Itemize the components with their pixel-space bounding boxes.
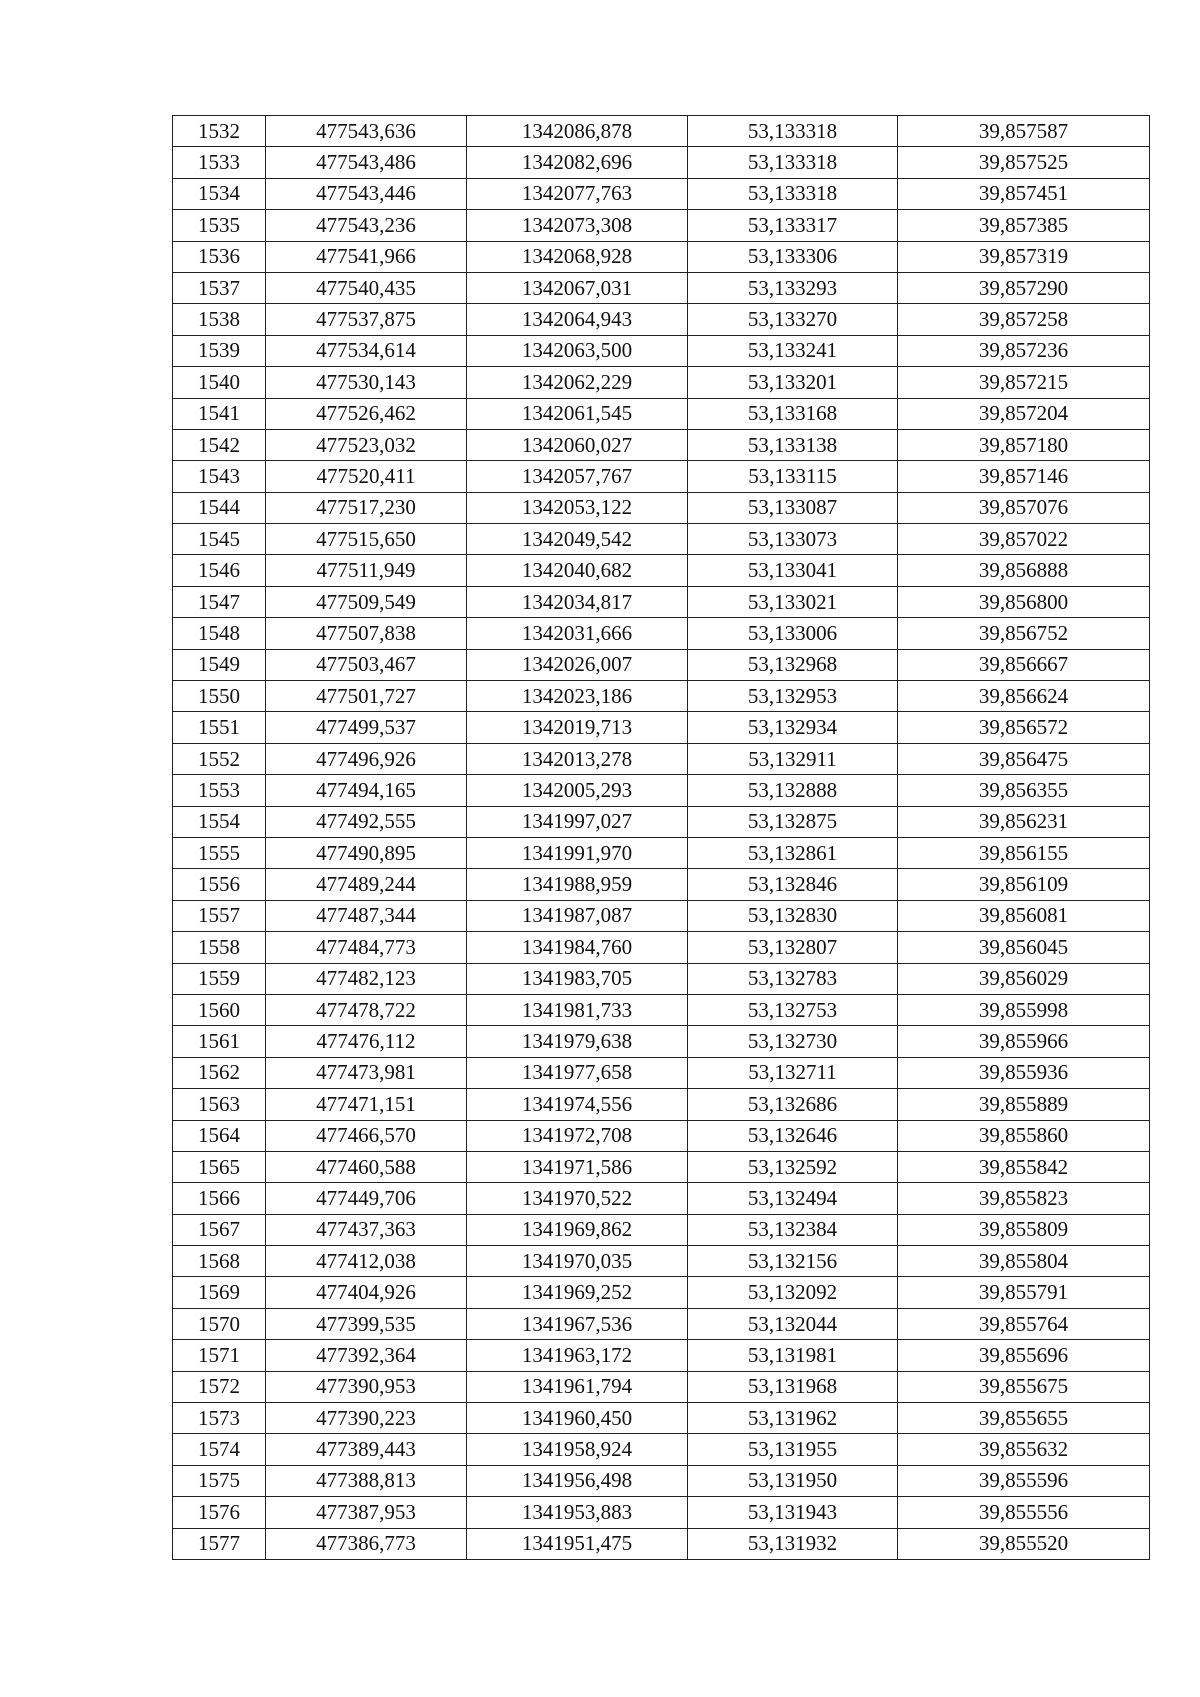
longitude-cell: 39,856572 [898,712,1150,743]
longitude-cell: 39,856081 [898,900,1150,931]
point-number-cell: 1535 [173,210,266,241]
point-number-cell: 1563 [173,1089,266,1120]
x-coordinate-cell: 477526,462 [266,398,467,429]
point-number-cell: 1544 [173,492,266,523]
latitude-cell: 53,133270 [688,304,898,335]
latitude-cell: 53,133138 [688,429,898,460]
longitude-cell: 39,855998 [898,994,1150,1025]
x-coordinate-cell: 477541,966 [266,241,467,272]
longitude-cell: 39,857451 [898,178,1150,209]
latitude-cell: 53,132830 [688,900,898,931]
longitude-cell: 39,857204 [898,398,1150,429]
y-coordinate-cell: 1341997,027 [467,806,688,837]
y-coordinate-cell: 1342013,278 [467,743,688,774]
table-row [173,524,1150,555]
longitude-cell: 39,855823 [898,1183,1150,1214]
longitude-cell: 39,857215 [898,367,1150,398]
point-number-cell: 1532 [173,116,266,147]
x-coordinate-cell: 477503,467 [266,649,467,680]
latitude-cell: 53,132783 [688,963,898,994]
table-row [173,712,1150,743]
table-row [173,1057,1150,1088]
y-coordinate-cell: 1341983,705 [467,963,688,994]
longitude-cell: 39,855696 [898,1340,1150,1371]
latitude-cell: 53,132044 [688,1308,898,1339]
longitude-cell: 39,857587 [898,116,1150,147]
latitude-cell: 53,132092 [688,1277,898,1308]
x-coordinate-cell: 477534,614 [266,335,467,366]
x-coordinate-cell: 477509,549 [266,586,467,617]
table-row [173,806,1150,837]
latitude-cell: 53,132968 [688,649,898,680]
table-row [173,1214,1150,1245]
latitude-cell: 53,131968 [688,1371,898,1402]
longitude-cell: 39,856752 [898,618,1150,649]
longitude-cell: 39,855809 [898,1214,1150,1245]
y-coordinate-cell: 1341969,252 [467,1277,688,1308]
x-coordinate-cell: 477390,953 [266,1371,467,1402]
latitude-cell: 53,133006 [688,618,898,649]
point-number-cell: 1552 [173,743,266,774]
x-coordinate-cell: 477494,165 [266,775,467,806]
latitude-cell: 53,132953 [688,681,898,712]
point-number-cell: 1539 [173,335,266,366]
x-coordinate-cell: 477482,123 [266,963,467,994]
latitude-cell: 53,131955 [688,1434,898,1465]
latitude-cell: 53,133115 [688,461,898,492]
y-coordinate-cell: 1341967,536 [467,1308,688,1339]
point-number-cell: 1569 [173,1277,266,1308]
table-row [173,837,1150,868]
y-coordinate-cell: 1341960,450 [467,1403,688,1434]
latitude-cell: 53,132753 [688,994,898,1025]
table-row [173,272,1150,303]
latitude-cell: 53,133021 [688,586,898,617]
x-coordinate-cell: 477478,722 [266,994,467,1025]
x-coordinate-cell: 477387,953 [266,1497,467,1528]
x-coordinate-cell: 477484,773 [266,932,467,963]
latitude-cell: 53,132730 [688,1026,898,1057]
y-coordinate-cell: 1342067,031 [467,272,688,303]
point-number-cell: 1557 [173,900,266,931]
point-number-cell: 1572 [173,1371,266,1402]
x-coordinate-cell: 477386,773 [266,1528,467,1559]
longitude-cell: 39,855860 [898,1120,1150,1151]
longitude-cell: 39,856475 [898,743,1150,774]
table-row [173,492,1150,523]
point-number-cell: 1541 [173,398,266,429]
latitude-cell: 53,132934 [688,712,898,743]
table-row [173,775,1150,806]
longitude-cell: 39,857022 [898,524,1150,555]
point-number-cell: 1554 [173,806,266,837]
table-row [173,147,1150,178]
latitude-cell: 53,133087 [688,492,898,523]
table-row [173,1183,1150,1214]
x-coordinate-cell: 477517,230 [266,492,467,523]
point-number-cell: 1570 [173,1308,266,1339]
x-coordinate-cell: 477412,038 [266,1246,467,1277]
longitude-cell: 39,856667 [898,649,1150,680]
longitude-cell: 39,856155 [898,837,1150,868]
x-coordinate-cell: 477520,411 [266,461,467,492]
longitude-cell: 39,855596 [898,1465,1150,1496]
point-number-cell: 1551 [173,712,266,743]
y-coordinate-cell: 1342057,767 [467,461,688,492]
y-coordinate-cell: 1341970,522 [467,1183,688,1214]
point-number-cell: 1566 [173,1183,266,1214]
latitude-cell: 53,131943 [688,1497,898,1528]
x-coordinate-cell: 477507,838 [266,618,467,649]
latitude-cell: 53,131962 [688,1403,898,1434]
x-coordinate-cell: 477466,570 [266,1120,467,1151]
table-row [173,1528,1150,1559]
longitude-cell: 39,857290 [898,272,1150,303]
point-number-cell: 1534 [173,178,266,209]
x-coordinate-cell: 477540,435 [266,272,467,303]
y-coordinate-cell: 1342005,293 [467,775,688,806]
y-coordinate-cell: 1341961,794 [467,1371,688,1402]
table-row [173,1246,1150,1277]
latitude-cell: 53,133318 [688,178,898,209]
point-number-cell: 1547 [173,586,266,617]
latitude-cell: 53,133073 [688,524,898,555]
y-coordinate-cell: 1342026,007 [467,649,688,680]
longitude-cell: 39,855842 [898,1151,1150,1182]
y-coordinate-cell: 1341956,498 [467,1465,688,1496]
point-number-cell: 1561 [173,1026,266,1057]
latitude-cell: 53,132686 [688,1089,898,1120]
table-row [173,1308,1150,1339]
table-row [173,367,1150,398]
coordinates-table-body [173,116,1150,1560]
coordinates-table [172,115,1150,1560]
longitude-cell: 39,855936 [898,1057,1150,1088]
point-number-cell: 1571 [173,1340,266,1371]
table-row [173,429,1150,460]
latitude-cell: 53,132494 [688,1183,898,1214]
point-number-cell: 1537 [173,272,266,303]
y-coordinate-cell: 1342063,500 [467,335,688,366]
table-row [173,1026,1150,1057]
longitude-cell: 39,855966 [898,1026,1150,1057]
x-coordinate-cell: 477537,875 [266,304,467,335]
table-row [173,241,1150,272]
y-coordinate-cell: 1341979,638 [467,1026,688,1057]
y-coordinate-cell: 1341984,760 [467,932,688,963]
table-row [173,116,1150,147]
x-coordinate-cell: 477404,926 [266,1277,467,1308]
table-row [173,932,1150,963]
table-row [173,1403,1150,1434]
latitude-cell: 53,132911 [688,743,898,774]
y-coordinate-cell: 1342049,542 [467,524,688,555]
longitude-cell: 39,855804 [898,1246,1150,1277]
table-row [173,1340,1150,1371]
table-row [173,1089,1150,1120]
y-coordinate-cell: 1342023,186 [467,681,688,712]
x-coordinate-cell: 477471,151 [266,1089,467,1120]
latitude-cell: 53,132711 [688,1057,898,1088]
longitude-cell: 39,857385 [898,210,1150,241]
point-number-cell: 1555 [173,837,266,868]
point-number-cell: 1575 [173,1465,266,1496]
point-number-cell: 1546 [173,555,266,586]
longitude-cell: 39,856624 [898,681,1150,712]
point-number-cell: 1558 [173,932,266,963]
latitude-cell: 53,132592 [688,1151,898,1182]
point-number-cell: 1559 [173,963,266,994]
x-coordinate-cell: 477492,555 [266,806,467,837]
longitude-cell: 39,857319 [898,241,1150,272]
point-number-cell: 1545 [173,524,266,555]
table-row [173,1434,1150,1465]
latitude-cell: 53,133201 [688,367,898,398]
table-row [173,335,1150,366]
y-coordinate-cell: 1341971,586 [467,1151,688,1182]
point-number-cell: 1542 [173,429,266,460]
point-number-cell: 1549 [173,649,266,680]
x-coordinate-cell: 477511,949 [266,555,467,586]
y-coordinate-cell: 1342060,027 [467,429,688,460]
x-coordinate-cell: 477501,727 [266,681,467,712]
table-row [173,1497,1150,1528]
longitude-cell: 39,856355 [898,775,1150,806]
table-row [173,304,1150,335]
longitude-cell: 39,857236 [898,335,1150,366]
y-coordinate-cell: 1341970,035 [467,1246,688,1277]
table-row [173,649,1150,680]
latitude-cell: 53,132846 [688,869,898,900]
x-coordinate-cell: 477515,650 [266,524,467,555]
x-coordinate-cell: 477530,143 [266,367,467,398]
latitude-cell: 53,131981 [688,1340,898,1371]
y-coordinate-cell: 1341972,708 [467,1120,688,1151]
x-coordinate-cell: 477543,636 [266,116,467,147]
y-coordinate-cell: 1341981,733 [467,994,688,1025]
y-coordinate-cell: 1341988,959 [467,869,688,900]
table-row [173,1151,1150,1182]
y-coordinate-cell: 1342077,763 [467,178,688,209]
y-coordinate-cell: 1341953,883 [467,1497,688,1528]
point-number-cell: 1540 [173,367,266,398]
table-row [173,869,1150,900]
table-row [173,743,1150,774]
point-number-cell: 1577 [173,1528,266,1559]
point-number-cell: 1548 [173,618,266,649]
x-coordinate-cell: 477473,981 [266,1057,467,1088]
y-coordinate-cell: 1342061,545 [467,398,688,429]
longitude-cell: 39,856029 [898,963,1150,994]
y-coordinate-cell: 1342031,666 [467,618,688,649]
x-coordinate-cell: 477489,244 [266,869,467,900]
latitude-cell: 53,132861 [688,837,898,868]
longitude-cell: 39,857258 [898,304,1150,335]
x-coordinate-cell: 477543,486 [266,147,467,178]
latitude-cell: 53,131950 [688,1465,898,1496]
latitude-cell: 53,133306 [688,241,898,272]
point-number-cell: 1536 [173,241,266,272]
x-coordinate-cell: 477543,236 [266,210,467,241]
point-number-cell: 1533 [173,147,266,178]
y-coordinate-cell: 1341991,970 [467,837,688,868]
table-row [173,586,1150,617]
x-coordinate-cell: 477487,344 [266,900,467,931]
point-number-cell: 1538 [173,304,266,335]
point-number-cell: 1568 [173,1246,266,1277]
y-coordinate-cell: 1342064,943 [467,304,688,335]
table-row [173,398,1150,429]
x-coordinate-cell: 477490,895 [266,837,467,868]
y-coordinate-cell: 1341951,475 [467,1528,688,1559]
y-coordinate-cell: 1342053,122 [467,492,688,523]
latitude-cell: 53,133293 [688,272,898,303]
x-coordinate-cell: 477499,537 [266,712,467,743]
longitude-cell: 39,855889 [898,1089,1150,1120]
point-number-cell: 1553 [173,775,266,806]
latitude-cell: 53,133241 [688,335,898,366]
point-number-cell: 1576 [173,1497,266,1528]
longitude-cell: 39,855764 [898,1308,1150,1339]
point-number-cell: 1564 [173,1120,266,1151]
point-number-cell: 1550 [173,681,266,712]
longitude-cell: 39,855675 [898,1371,1150,1402]
latitude-cell: 53,132156 [688,1246,898,1277]
latitude-cell: 53,133317 [688,210,898,241]
x-coordinate-cell: 477389,443 [266,1434,467,1465]
y-coordinate-cell: 1341958,924 [467,1434,688,1465]
y-coordinate-cell: 1341969,862 [467,1214,688,1245]
table-row [173,994,1150,1025]
table-row [173,1371,1150,1402]
x-coordinate-cell: 477460,588 [266,1151,467,1182]
point-number-cell: 1543 [173,461,266,492]
longitude-cell: 39,857146 [898,461,1150,492]
y-coordinate-cell: 1341987,087 [467,900,688,931]
x-coordinate-cell: 477388,813 [266,1465,467,1496]
x-coordinate-cell: 477399,535 [266,1308,467,1339]
x-coordinate-cell: 477496,926 [266,743,467,774]
longitude-cell: 39,856109 [898,869,1150,900]
x-coordinate-cell: 477543,446 [266,178,467,209]
y-coordinate-cell: 1342086,878 [467,116,688,147]
latitude-cell: 53,133041 [688,555,898,586]
x-coordinate-cell: 477390,223 [266,1403,467,1434]
longitude-cell: 39,855632 [898,1434,1150,1465]
y-coordinate-cell: 1341974,556 [467,1089,688,1120]
y-coordinate-cell: 1342062,229 [467,367,688,398]
latitude-cell: 53,132875 [688,806,898,837]
longitude-cell: 39,855655 [898,1403,1150,1434]
table-row [173,900,1150,931]
latitude-cell: 53,133318 [688,147,898,178]
longitude-cell: 39,857525 [898,147,1150,178]
x-coordinate-cell: 477392,364 [266,1340,467,1371]
table-row [173,963,1150,994]
y-coordinate-cell: 1342082,696 [467,147,688,178]
table-row [173,461,1150,492]
point-number-cell: 1574 [173,1434,266,1465]
point-number-cell: 1573 [173,1403,266,1434]
table-row [173,618,1150,649]
longitude-cell: 39,856888 [898,555,1150,586]
y-coordinate-cell: 1342034,817 [467,586,688,617]
longitude-cell: 39,856045 [898,932,1150,963]
latitude-cell: 53,131932 [688,1528,898,1559]
longitude-cell: 39,856800 [898,586,1150,617]
table-row [173,681,1150,712]
latitude-cell: 53,132807 [688,932,898,963]
x-coordinate-cell: 477523,032 [266,429,467,460]
table-row [173,1277,1150,1308]
point-number-cell: 1560 [173,994,266,1025]
y-coordinate-cell: 1342073,308 [467,210,688,241]
y-coordinate-cell: 1341963,172 [467,1340,688,1371]
point-number-cell: 1562 [173,1057,266,1088]
point-number-cell: 1567 [173,1214,266,1245]
longitude-cell: 39,855791 [898,1277,1150,1308]
point-number-cell: 1565 [173,1151,266,1182]
y-coordinate-cell: 1342068,928 [467,241,688,272]
latitude-cell: 53,132888 [688,775,898,806]
table-row [173,555,1150,586]
latitude-cell: 53,133168 [688,398,898,429]
table-row [173,210,1150,241]
longitude-cell: 39,855556 [898,1497,1150,1528]
latitude-cell: 53,132646 [688,1120,898,1151]
longitude-cell: 39,857180 [898,429,1150,460]
latitude-cell: 53,132384 [688,1214,898,1245]
longitude-cell: 39,856231 [898,806,1150,837]
x-coordinate-cell: 477437,363 [266,1214,467,1245]
x-coordinate-cell: 477476,112 [266,1026,467,1057]
table-row [173,1465,1150,1496]
latitude-cell: 53,133318 [688,116,898,147]
table-row [173,1120,1150,1151]
point-number-cell: 1556 [173,869,266,900]
longitude-cell: 39,857076 [898,492,1150,523]
longitude-cell: 39,855520 [898,1528,1150,1559]
y-coordinate-cell: 1342040,682 [467,555,688,586]
y-coordinate-cell: 1341977,658 [467,1057,688,1088]
y-coordinate-cell: 1342019,713 [467,712,688,743]
x-coordinate-cell: 477449,706 [266,1183,467,1214]
table-row [173,178,1150,209]
